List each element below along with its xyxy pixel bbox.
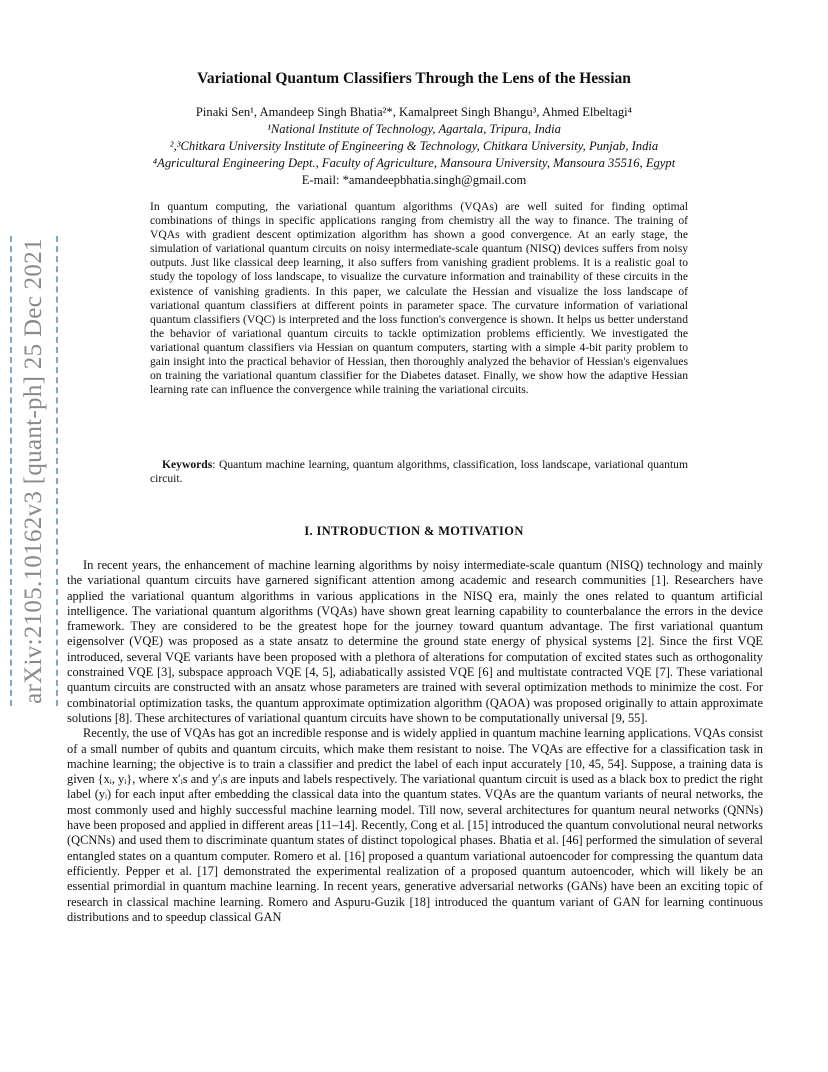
keywords-list: : Quantum machine learning, quantum algorithms, classification, loss landscape, variational quantum circuit. [150, 458, 688, 486]
introduction-body [67, 558, 763, 925]
paper-title: Variational Quantum Classifiers Through the Lens of the Hessian [197, 70, 631, 87]
keywords-label: Keywords [162, 458, 213, 471]
abstract: In quantum computing, the variational quantum algorithms (VQAs) are well suited for finding optimal combinations of things in specific applications ranging from chemistry all the way to finance. The training of VQAs with gradient descent optimization algorithm has shown a good convergence. At an early stage, the simulation of variational quantum circuits on noisy intermediate-scale quantum (NISQ) devices suffers from noisy outputs. Just like classical deep learning, it also suffers from vanishing gradient problems. It is a realistic goal to study the topology of loss landscape, to visualize the curvature information and trainability of these circuits in the existence of vanishing gradients. In this paper, we calculate the Hessian and visualize the loss landscape of variational quantum classifiers at different points in parameter space. The curvature information of variational quantum classifiers (VQC) is interpreted and the loss function's convergence is shown. It helps us better understand the behavior of variational quantum circuits to tackle optimization problems efficiently. We investigated the variational quantum classifiers via Hessian on quantum computers, starting with a simple 4-bit parity problem to gain insight into the practical behavior of Hessian, then thoroughly analyzed the behavior of Hessian's eigenvalues on training the variational quantum classifier for the Diabetes dataset. Finally, we show how the adaptive Hessian learning rate can influence the convergence while training the variational circuits. [150, 200, 688, 397]
affiliation-3: ⁴Agricultural Engineering Dept., Faculty of Agriculture, Mansoura University, Mansoura 35516, Egypt [152, 156, 676, 170]
section-heading-introduction: I. INTRODUCTION & MOTIVATION [304, 524, 524, 538]
arxiv-identifier[interactable]: arXiv:2105.10162v3 [quant-ph] 25 Dec 2021 [20, 238, 47, 704]
paragraph: In recent years, the enhancement of machine learning algorithms by noisy intermediate-scale quantum (NISQ) technology and mainly the variational quantum circuits have garnered significant attention among academic and research communities [1]. Researchers have applied the variational quantum algorithms in various applications in the NISQ era, mainly the ones related to quantum artificial intelligence. The variational quantum algorithms (VQAs) have shown great learning capability to counterbalance the errors in the device framework. They are considered to be the greatest hope for the journey toward quantum advantage. The first variational quantum eigensolver (VQE) was proposed as a state ansatz to determine the ground state energy of physical systems [2]. Since the first VQE introduced, several VQE variants have been proposed with a plethora of alterations for computation of excited states such as orthogonality constrained VQE [3], subspace approach VQE [4, 5], adiabatically assisted VQE [6] and multistate contracted VQE [7]. These variational quantum circuits are constructed with an ansatz whose parameters are trained with several optimization methods to minimize the cost. For combinatorial optimization tasks, the quantum approximate optimization algorithm (QAOA) was proposed originally to attain approximate solutions [8]. These architectures of variational quantum circuits have shown to be computationally universal [9, 55]. [67, 558, 763, 725]
affiliation-1: ¹National Institute of Technology, Agartala, Tripura, India [267, 122, 561, 136]
arxiv-stamp [10, 236, 58, 706]
contact-email: E-mail: *amandeepbhatia.singh@gmail.com [301, 173, 527, 187]
paragraph: Recently, the use of VQAs has got an incredible response and is widely applied in quantum machine learning applications. VQAs consist of a small number of qubits and quantum circuits, which make them resistant to noise. The VQAs are effective for a classification task in machine learning; the objective is to train a classifier and predict the label of each input accurately [10, 45, 54]. Suppose, a training data is given {xᵢ, yᵢ}, where x′ᵢs and y′ᵢs are inputs and labels respectively. The variational quantum circuit is used as a black box to predict the right label (yᵢ) for each input after embedding the classical data into the quantum states. VQAs are the quantum variants of neural networks, the most commonly used and highly successful machine learning model. Till now, several architectures for quantum neural networks (QNNs) have been proposed and applied in different areas [11–14]. Recently, Cong et al. [15] introduced the quantum convolutional neural networks (QCNNs) and used them to discriminate quantum states of distinct topological phases. Bhatia et al. [46] performed the simulation of several entangled states on a quantum computer. Romero et al. [16] proposed a quantum variational autoencoder for compressing the quantum data efficiently. Pepper et al. [17] demonstrated the experimental realization of a proposed quantum autoencoder, which will likely be an essential primordial in quantum machine learning. In recent years, generative adversarial networks (GANs) have been an exciting topic of research in classical machine learning. Romero and Aspuru-Guzik [18] introduced the quantum variant of GAN for learning continuous distributions and to speedup classical GAN [67, 726, 763, 924]
author-list: Pinaki Sen¹, Amandeep Singh Bhatia²*, Kamalpreet Singh Bhangu³, Ahmed Elbeltagi⁴ [195, 105, 633, 119]
affiliation-2: ²,³Chitkara University Institute of Engineering & Technology, Chitkara University, Punjab, India [169, 139, 659, 153]
keywords [150, 458, 688, 486]
